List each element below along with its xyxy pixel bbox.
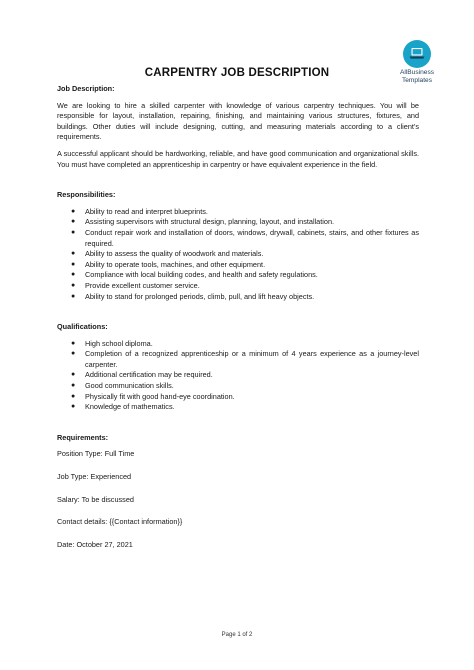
job-type: Job Type: Experienced <box>57 472 132 482</box>
requirements-heading: Requirements: <box>57 432 109 442</box>
list-item: ● Conduct repair work and installation of doors, windows, drywall, cabinets, stairs, and other fixtures as required. <box>71 227 419 248</box>
list-item: ● Knowledge of mathematics. <box>71 402 175 412</box>
laptop-icon <box>403 40 431 68</box>
document-body <box>57 84 419 550</box>
list-item: ● Ability to stand for prolonged periods, climb, pull, and lift heavy objects. <box>71 291 315 301</box>
list-item: ● Compliance with local building codes, and health and safety regulations. <box>71 270 318 280</box>
qualifications-heading: Qualifications: <box>57 322 108 332</box>
responsibilities-list <box>57 207 419 302</box>
responsibilities-heading: Responsibilities: <box>57 190 116 200</box>
list-item: ● Provide excellent customer service. <box>71 280 200 290</box>
page-title: CARPENTRY JOB DESCRIPTION <box>144 67 330 79</box>
list-item: ● Ability to read and interpret blueprints. <box>71 206 208 216</box>
job-description-paragraph-2: A successful applicant should be hardworking, reliable, and have good communication and organizational skills. You must have completed an apprenticeship in carpentry or have equivalent experience in the field. <box>57 148 419 169</box>
list-item: ● Ability to assess the quality of woodwork and materials. <box>71 249 264 259</box>
list-item: ● Physically fit with good hand-eye coordination. <box>71 391 235 401</box>
list-item: ● Additional certification may be required. <box>71 370 213 380</box>
list-item: ● High school diploma. <box>71 338 153 348</box>
list-item: ● Ability to operate tools, machines, and other equipment. <box>71 259 266 269</box>
list-item: ● Good communication skills. <box>71 381 174 391</box>
page-number: Page 1 of 2 <box>221 632 253 638</box>
date: Date: October 27, 2021 <box>57 539 133 549</box>
job-description-paragraph-1: We are looking to hire a skilled carpenter with knowledge of various carpentry techniques. You will be responsible for layout, installation, repairing, finishing, and maintaining various structures, fixtures, and buildings. Other duties will include designing, cutting, and measuring materials according to a client's requirements. <box>57 100 419 142</box>
logo-text-line1: AllBusiness <box>399 69 435 76</box>
position-type: Position Type: Full Time <box>57 449 135 459</box>
job-description-heading: Job Description: <box>57 84 115 93</box>
logo-text-line2: Templates <box>401 77 433 84</box>
qualifications-list <box>57 339 419 413</box>
salary: Salary: To be discussed <box>57 494 134 504</box>
list-item: ● Assisting supervisors with structural design, planning, layout, and installation. <box>71 217 335 227</box>
contact-details: Contact details: {{Contact information}} <box>57 517 183 527</box>
list-item: ● Completion of a recognized apprenticeship or a minimum of 4 years experience as a journey-level carpenter. <box>71 349 419 369</box>
